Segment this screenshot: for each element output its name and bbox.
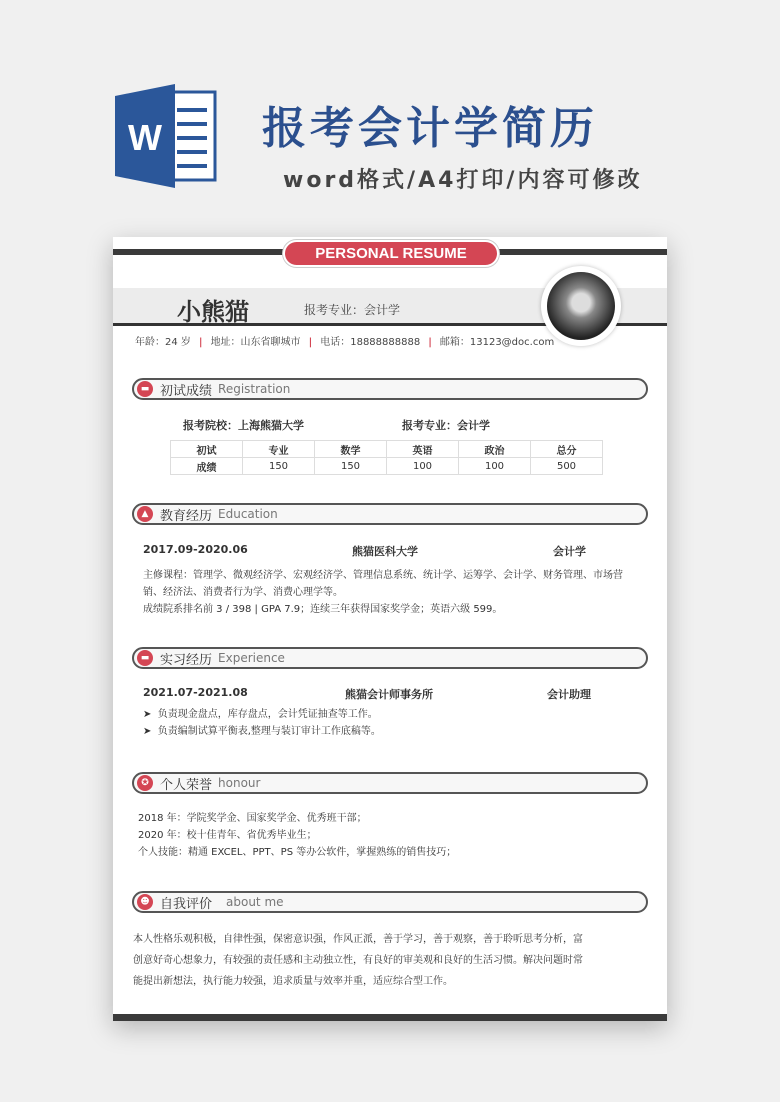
section-header-experience bbox=[132, 647, 648, 669]
edu-school: 熊猫医科大学 bbox=[352, 545, 418, 558]
text-line: 主修课程：管理学、微观经济学、宏观经济学、管理信息系统、统计学、运筹学、会计学、财务管理、市场营 bbox=[143, 570, 623, 581]
section-subtitle: Registration bbox=[218, 382, 291, 396]
candidate-name: 小熊猫 bbox=[177, 298, 249, 326]
word-icon bbox=[115, 82, 217, 190]
age: 年龄：24 岁 bbox=[135, 337, 191, 348]
candidate-major: 报考专业：会计学 bbox=[304, 303, 401, 317]
school: 报考院校：上海熊猫大学 bbox=[183, 419, 304, 432]
edu-period: 2017.09-2020.06 bbox=[143, 543, 248, 556]
text-line: 能提出新想法，执行能力较强，追求质量与效率并重，适应综合型工作。 bbox=[133, 976, 453, 987]
section-subtitle: Experience bbox=[218, 651, 285, 665]
table-cell: 总分 bbox=[531, 441, 603, 458]
contact-info: 年龄：24 岁 | 地址：山东省聊城市 | 电话：18888888888 | 邮箱：13123@doc.com bbox=[135, 337, 555, 348]
table-cell: 100 bbox=[387, 458, 459, 475]
graduation-cap-icon: ▲ bbox=[137, 506, 153, 522]
text-line: 成绩院系排名前 3 / 398 | GPA 7.9；连续三年获得国家奖学金；英语六级 599。 bbox=[143, 604, 503, 615]
exp-bullets bbox=[143, 706, 381, 740]
table-cell: 100 bbox=[459, 458, 531, 475]
email: 邮箱：13123@doc.com bbox=[439, 337, 555, 348]
table-cell: 500 bbox=[531, 458, 603, 475]
score-table bbox=[170, 440, 603, 475]
banner-subtitle: word格式/A4打印/内容可修改 bbox=[283, 168, 643, 193]
exp-period: 2021.07-2021.08 bbox=[143, 686, 248, 699]
text-line: 2020 年：校十佳青年、省优秀毕业生； bbox=[138, 830, 317, 841]
phone: 电话：18888888888 bbox=[320, 337, 421, 348]
bullet-text: 负责现金盘点，库存盘点，会计凭证抽查等工作。 bbox=[157, 709, 378, 720]
table-cell: 政治 bbox=[459, 441, 531, 458]
about-text bbox=[133, 929, 583, 992]
text-line: 销、经济法、消费者行为学、消费心理学等。 bbox=[143, 587, 343, 598]
text-line: 2018 年：学院奖学金、国家奖学金、优秀班干部； bbox=[138, 813, 367, 824]
briefcase-icon: ▬ bbox=[137, 381, 153, 397]
section-header-registration bbox=[132, 378, 648, 400]
briefcase-icon: ▬ bbox=[137, 650, 153, 666]
svg-text:W: W bbox=[128, 117, 162, 158]
section-title: 初试成绩 bbox=[160, 383, 213, 399]
arrow-bullet-icon: ➤ bbox=[143, 709, 158, 720]
table-cell: 英语 bbox=[387, 441, 459, 458]
banner-title: 报考会计学简历 bbox=[262, 103, 598, 154]
text-line: 个人技能：精通 EXCEL、PPT、PS 等办公软件，掌握熟练的销售技巧； bbox=[138, 847, 457, 858]
exp-role: 会计助理 bbox=[547, 688, 591, 701]
table-cell: 150 bbox=[315, 458, 387, 475]
divider bbox=[113, 1014, 667, 1021]
section-header-honour bbox=[132, 772, 648, 794]
person-icon: ☻ bbox=[137, 894, 153, 910]
text-line: 创意好奇心想象力，有较强的责任感和主动独立性，有良好的审美观和良好的生活习惯。解决问题时常 bbox=[133, 955, 583, 966]
resume-header-label: PERSONAL RESUME bbox=[283, 240, 499, 267]
section-title: 个人荣誉 bbox=[160, 777, 213, 793]
table-cell: 专业 bbox=[243, 441, 315, 458]
bullet-text: 负责编制试算平衡表,整理与装订审计工作底稿等。 bbox=[157, 726, 381, 737]
reg-major: 报考专业：会计学 bbox=[402, 419, 490, 432]
address: 地址：山东省聊城市 bbox=[210, 337, 301, 348]
exp-company: 熊猫会计师事务所 bbox=[345, 688, 433, 701]
honour-list bbox=[138, 810, 456, 861]
table-cell: 150 bbox=[243, 458, 315, 475]
section-title: 教育经历 bbox=[160, 508, 213, 524]
text-line: 本人性格乐观积极，自律性强，保密意识强，作风正派，善于学习，善于观察，善于聆听思考分析，富 bbox=[133, 934, 583, 945]
medal-icon: ✪ bbox=[137, 775, 153, 791]
section-header-about bbox=[132, 891, 648, 913]
table-cell: 成绩 bbox=[171, 458, 243, 475]
section-subtitle: Education bbox=[218, 507, 278, 521]
section-title: 实习经历 bbox=[160, 652, 213, 668]
edu-details bbox=[143, 567, 623, 618]
section-title: 自我评价 bbox=[160, 896, 213, 912]
arrow-bullet-icon: ➤ bbox=[143, 726, 158, 737]
section-header-education bbox=[132, 503, 648, 525]
section-subtitle: honour bbox=[218, 776, 261, 790]
table-cell: 初试 bbox=[171, 441, 243, 458]
edu-major: 会计学 bbox=[553, 545, 586, 558]
section-subtitle: about me bbox=[226, 895, 284, 909]
table-cell: 数学 bbox=[315, 441, 387, 458]
